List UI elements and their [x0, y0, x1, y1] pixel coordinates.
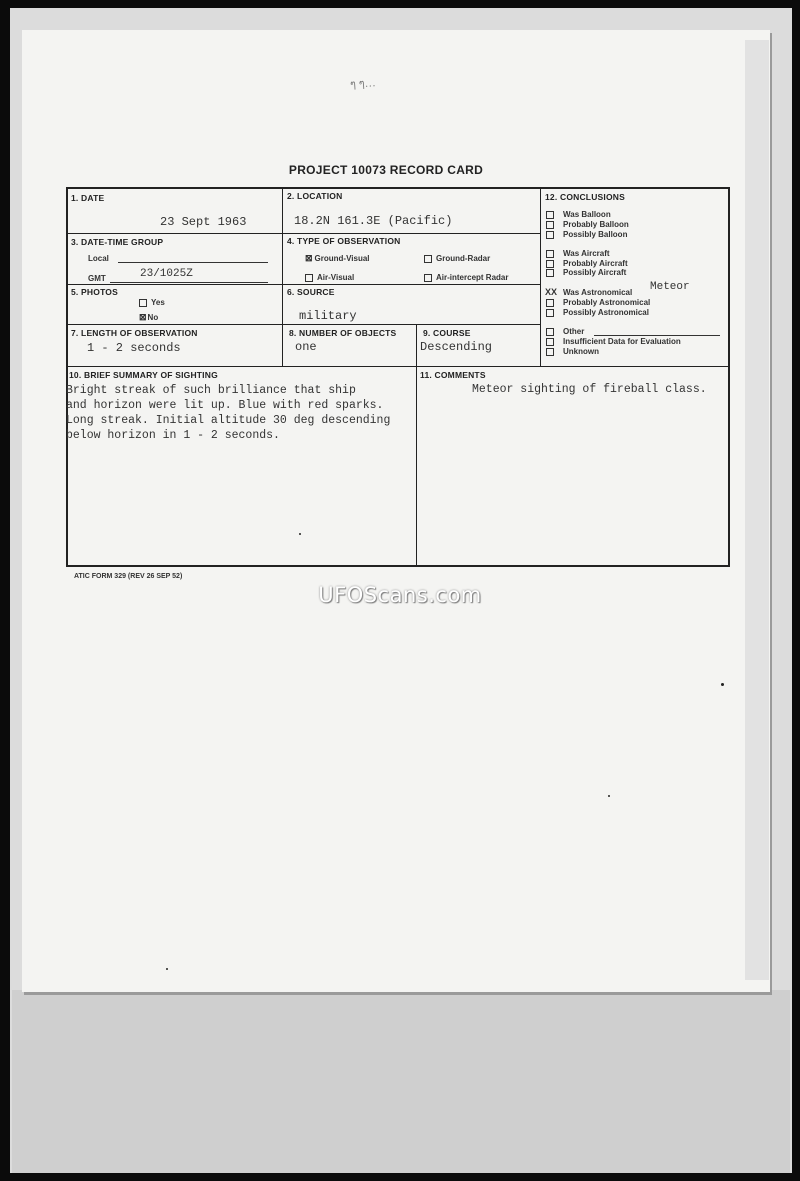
scan-speck [166, 968, 168, 970]
astronomical-check-mark: XX [545, 287, 558, 297]
checkbox-icon [305, 274, 313, 282]
conclusion-possibly-aircraft: Possibly Aircraft [546, 268, 626, 278]
date-value: 23 Sept 1963 [160, 215, 247, 229]
conclusion-probably-aircraft: Probably Aircraft [546, 259, 628, 269]
date-label: 1. DATE [71, 193, 105, 203]
conclusion-possibly-balloon: Possibly Balloon [546, 230, 627, 240]
ground-radar-option: Ground-Radar [424, 254, 490, 263]
checkbox-icon [546, 260, 554, 268]
paper-edge-shadow [745, 40, 769, 980]
scan-speck [608, 795, 610, 797]
summary-line: Long streak. Initial altitude 30 deg descending [66, 414, 391, 427]
checkbox-icon [546, 309, 554, 317]
conclusion-insufficient-data: Insufficient Data for Evaluation [546, 337, 681, 347]
scan-speck [299, 533, 301, 535]
checkbox-icon [546, 299, 554, 307]
checkbox-icon [546, 221, 554, 229]
conclusion-possibly-astronomical: Possibly Astronomical [546, 308, 649, 318]
conclusion-was-balloon: Was Balloon [546, 210, 611, 220]
source-value: military [299, 309, 357, 323]
grid-line-v1 [282, 188, 283, 366]
dtg-local-label: Local [88, 254, 109, 263]
scan-lower-area [12, 990, 790, 1173]
course-label: 9. COURSE [423, 328, 471, 338]
objects-label: 8. NUMBER OF OBJECTS [289, 328, 397, 338]
air-visual-option: Air-Visual [305, 273, 354, 282]
summary-line: below horizon in 1 - 2 seconds. [66, 429, 280, 442]
checkbox-icon [546, 250, 554, 258]
conclusion-probably-balloon: Probably Balloon [546, 220, 629, 230]
length-label: 7. LENGTH OF OBSERVATION [71, 328, 198, 338]
summary-line: Bright streak of such brilliance that ship [66, 384, 356, 397]
checkbox-icon [546, 211, 554, 219]
checkbox-icon [546, 338, 554, 346]
checkbox-icon [546, 231, 554, 239]
grid-line-h4 [67, 366, 729, 367]
card-title: PROJECT 10073 RECORD CARD [288, 163, 484, 177]
checkbox-icon [546, 328, 554, 336]
form-footer: ATIC FORM 329 (REV 26 SEP 52) [74, 573, 183, 580]
conclusion-probably-astronomical: Probably Astronomical [546, 298, 650, 308]
dtg-gmt-label: GMT [88, 274, 106, 283]
grid-line-h2 [67, 284, 541, 285]
checked-box-icon: ⊠ [139, 312, 147, 322]
checkbox-icon [546, 348, 554, 356]
summary-line: and horizon were lit up. Blue with red sparks. [66, 399, 384, 412]
course-value: Descending [420, 340, 493, 354]
conclusion-other: Other [546, 327, 584, 337]
handwritten-mark: ๆ ๆ… [349, 77, 377, 91]
observation-type-label: 4. TYPE OF OBSERVATION [287, 236, 401, 246]
source-label: 6. SOURCE [287, 287, 335, 297]
dtg-gmt-value: 23/1025Z [140, 268, 193, 280]
dtg-label: 3. DATE-TIME GROUP [71, 237, 164, 247]
location-value: 18.2N 161.3E (Pacific) [294, 214, 453, 228]
ground-visual-option: ⊠ Ground-Visual [305, 253, 370, 263]
conclusions-label: 12. CONCLUSIONS [545, 192, 625, 202]
conclusion-unknown: Unknown [546, 347, 599, 357]
location-label: 2. LOCATION [287, 191, 343, 201]
conclusion-was-aircraft: Was Aircraft [546, 249, 610, 259]
checked-box-icon: ⊠ [305, 253, 313, 263]
watermark: UFOScans.com [318, 583, 482, 607]
checkbox-icon [546, 269, 554, 277]
comments-label: 11. COMMENTS [420, 370, 486, 380]
checkbox-icon [424, 255, 432, 263]
grid-line-h1 [67, 233, 541, 234]
photos-no-option: ⊠No [139, 312, 159, 322]
dtg-local-line [118, 262, 268, 263]
astronomical-note: Meteor [650, 281, 690, 293]
grid-line-h3 [67, 324, 541, 325]
photos-yes-option: Yes [139, 298, 165, 307]
comments-value: Meteor sighting of fireball class. [472, 383, 707, 396]
dtg-gmt-line [110, 282, 268, 283]
conclusion-was-astronomical: XX Was Astronomical [545, 287, 633, 297]
checkbox-icon [424, 274, 432, 282]
grid-line-v2 [540, 188, 541, 366]
summary-label: 10. BRIEF SUMMARY OF SIGHTING [69, 370, 218, 380]
grid-line-v3 [416, 324, 417, 566]
checkbox-icon [139, 299, 147, 307]
other-fill-line [594, 335, 720, 336]
objects-value: one [295, 340, 317, 354]
length-value: 1 - 2 seconds [87, 341, 181, 355]
photos-label: 5. PHOTOS [71, 287, 118, 297]
summary-text [66, 383, 416, 443]
air-intercept-radar-option: Air-intercept Radar [424, 273, 508, 282]
scan-speck [721, 683, 724, 686]
